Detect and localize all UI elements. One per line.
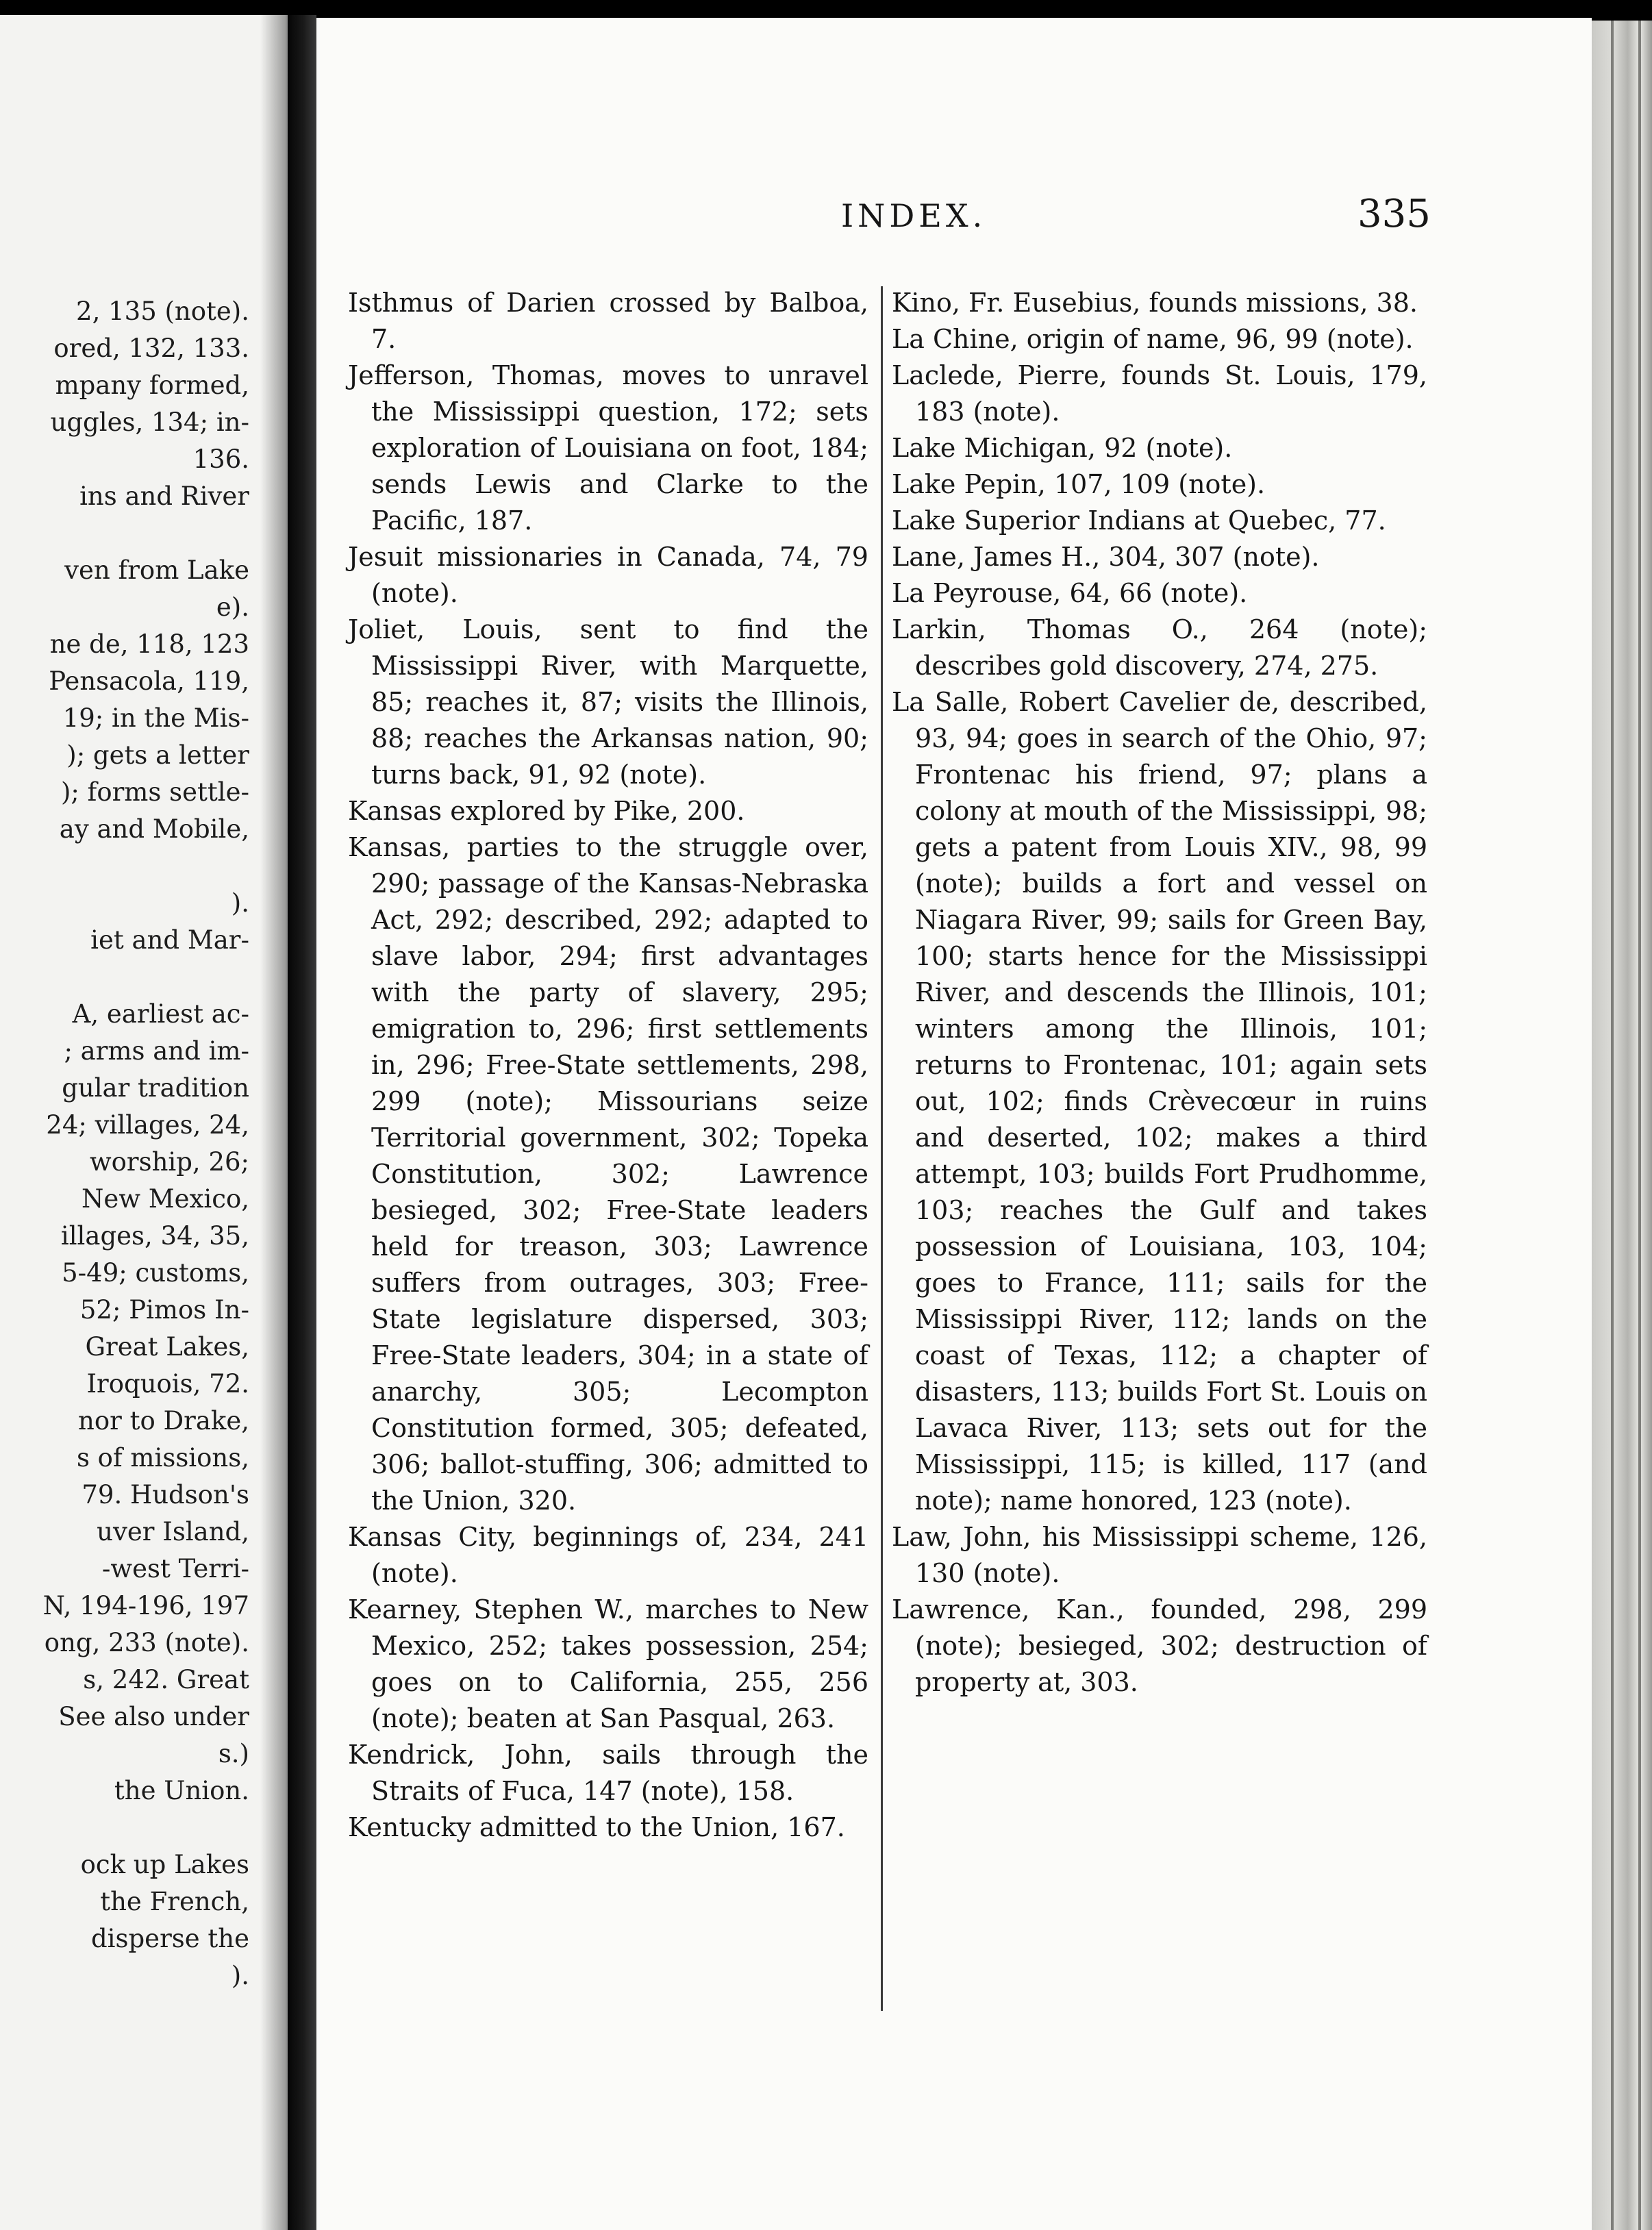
- previous-page-line: e).: [216, 592, 249, 622]
- previous-page-line: ).: [231, 1961, 249, 1990]
- previous-page-line: mpany formed,: [55, 371, 249, 400]
- running-head: INDEX.: [841, 197, 987, 234]
- index-column-right: [892, 285, 1427, 1701]
- previous-page-line: ay and Mobile,: [59, 814, 249, 844]
- previous-page-line: ).: [231, 888, 249, 918]
- previous-page-line: uver Island,: [97, 1517, 249, 1546]
- previous-page-line: s of missions,: [76, 1443, 249, 1473]
- previous-page-line: disperse the: [90, 1924, 249, 1953]
- previous-page-line: s, 242. Great: [83, 1665, 249, 1694]
- previous-page-line: 2, 135 (note).: [76, 297, 249, 326]
- previous-page-line: ored, 132, 133.: [53, 334, 249, 363]
- book-gutter: [288, 15, 316, 2230]
- previous-page-line: s.): [218, 1739, 249, 1768]
- index-entry: Kearney, Stephen W., marches to New Mexico, 252; takes possession, 254; goes on to California, 255, 256 (note); beaten at San Pasqual, 263.: [348, 1594, 868, 1733]
- index-entry: Isthmus of Darien crossed by Balboa, 7.: [348, 288, 868, 354]
- index-entry: La Peyrouse, 64, 66 (note).: [892, 578, 1248, 608]
- previous-page-line: [43, 515, 249, 552]
- previous-page-line: 79. Hudson's: [82, 1480, 249, 1509]
- index-entry: Jefferson, Thomas, moves to unravel the Mississippi question, 172; sets exploration of Louisiana on foot, 184; sends Lewis and Clarke to the Pacific, 187.: [348, 360, 868, 536]
- previous-page-line: ne de, 118, 123: [49, 629, 249, 659]
- binding-shadow: [260, 15, 288, 2230]
- index-entry: Lake Superior Indians at Quebec, 77.: [892, 505, 1386, 536]
- previous-page-line: Pensacola, 119,: [49, 666, 249, 696]
- page-edge-line: [1611, 21, 1614, 2230]
- previous-page-line: nor to Drake,: [78, 1406, 249, 1436]
- index-entry: Larkin, Thomas O., 264 (note); describes gold discovery, 274, 275.: [892, 614, 1427, 681]
- previous-page-line: 19; in the Mis-: [62, 703, 249, 733]
- previous-page-line: [43, 959, 249, 996]
- page-number: 335: [1357, 192, 1431, 236]
- previous-page-line: New Mexico,: [82, 1184, 249, 1214]
- previous-page-fragment: [0, 15, 288, 2230]
- index-entry: Kansas City, beginnings of, 234, 241 (note).: [348, 1522, 868, 1588]
- index-entry: Lake Pepin, 107, 109 (note).: [892, 469, 1266, 499]
- index-entry: Lake Michigan, 92 (note).: [892, 433, 1233, 463]
- previous-page-line: ong, 233 (note).: [44, 1628, 249, 1657]
- previous-page-line: ); gets a letter: [66, 740, 249, 770]
- previous-page-line: iet and Mar-: [90, 925, 249, 955]
- previous-page-line: ; arms and im-: [64, 1036, 249, 1066]
- index-entry: Kansas, parties to the struggle over, 290; passage of the Kansas-Nebraska Act, 292; described, 292; adapted to slave labor, 294; first advantages with the party of slavery, 295; emigration to, 296; first settlements in, 296; Free-State settlements, 298, 299 (note); Missourians seize Territorial government, 302; Topeka Constitution, 302; Lawrence besieged, 302; Free-State leaders held for treason, 303; Lawrence suffers from outrages, 303; Free-State legislature dispersed, 303; Free-State leaders, 304; in a state of anarchy, 305; Lecompton Constitution formed, 305; defeated, 306; ballot-stuffing, 306; admitted to the Union, 320.: [348, 832, 868, 1516]
- index-entry: Kino, Fr. Eusebius, founds missions, 38.: [892, 288, 1418, 318]
- previous-page-line: ven from Lake: [64, 555, 249, 585]
- index-column-left: [348, 285, 868, 1846]
- previous-page-lines: [43, 293, 249, 1994]
- index-entry: La Chine, origin of name, 96, 99 (note).: [892, 324, 1414, 354]
- previous-page-line: ); forms settle-: [60, 777, 249, 807]
- index-entry: Kansas explored by Pike, 200.: [348, 796, 745, 826]
- previous-page-line: 24; villages, 24,: [46, 1110, 249, 1140]
- index-entry: Laclede, Pierre, founds St. Louis, 179, 183 (note).: [892, 360, 1427, 427]
- previous-page-line: Great Lakes,: [85, 1332, 249, 1362]
- previous-page-line: 52; Pimos In-: [79, 1295, 249, 1325]
- previous-page-line: ock up Lakes: [80, 1850, 249, 1879]
- previous-page-line: 136.: [192, 444, 249, 474]
- previous-page-line: illages, 34, 35,: [60, 1221, 249, 1251]
- index-entry: Jesuit missionaries in Canada, 74, 79 (note).: [348, 542, 868, 608]
- previous-page-line: gular tradition: [62, 1073, 249, 1103]
- page-edge-line: [1638, 21, 1641, 2230]
- index-entry: Lane, James H., 304, 307 (note).: [892, 542, 1320, 572]
- previous-page-line: 5-49; customs,: [62, 1258, 249, 1288]
- previous-page-line: the Union.: [114, 1776, 249, 1805]
- previous-page-line: [43, 1809, 249, 1846]
- page-edges: [1592, 21, 1652, 2230]
- previous-page-line: [43, 848, 249, 885]
- index-entry: Kendrick, John, sails through the Straits of Fuca, 147 (note), 158.: [348, 1740, 868, 1806]
- previous-page-line: -west Terri-: [101, 1554, 249, 1583]
- previous-page-line: A, earliest ac-: [72, 999, 249, 1029]
- previous-page-line: Iroquois, 72.: [86, 1369, 249, 1399]
- previous-page-line: the French,: [100, 1887, 249, 1916]
- previous-page-line: ins and River: [79, 481, 249, 511]
- index-entry: La Salle, Robert Cavelier de, described, 93, 94; goes in search of the Ohio, 97; Frontenac his friend, 97; plans a colony at mouth of the Mississippi, 98; gets a patent from Louis XIV., 98, 99 (note); builds a fort and vessel on Niagara River, 99; sails for Green Bay, 100; starts hence for the Mississippi River, and descends the Illinois, 101; winters among the Illinois, 101; returns to Frontenac, 101; again sets out, 102; finds Crèvecœur in ruins and deserted, 102; makes a third attempt, 103; builds Fort Prudhomme, 103; reaches the Gulf and takes possession of Louisiana, 103, 104; goes to France, 111; sails for the Mississippi River, 112; lands on the coast of Texas, 112; a chapter of disasters, 113; builds Fort St. Louis on Lavaca River, 113; sets out for the Mississippi, 115; is killed, 117 (and note); name honored, 123 (note).: [892, 687, 1427, 1516]
- previous-page-line: uggles, 134; in-: [50, 408, 249, 437]
- index-entry: Kentucky admitted to the Union, 167.: [348, 1812, 845, 1842]
- column-divider: [881, 286, 883, 2011]
- previous-page-line: worship, 26;: [89, 1147, 249, 1177]
- index-entry: Joliet, Louis, sent to find the Mississippi River, with Marquette, 85; reaches it, 87; visits the Illinois, 88; reaches the Arkansas nation, 90; turns back, 91, 92 (note).: [348, 614, 868, 790]
- previous-page-line: N, 194-196, 197: [42, 1591, 249, 1620]
- index-entry: Law, John, his Mississippi scheme, 126, 130 (note).: [892, 1522, 1427, 1588]
- index-entry: Lawrence, Kan., founded, 298, 299 (note); besieged, 302; destruction of property at, 303.: [892, 1594, 1427, 1697]
- previous-page-line: See also under: [58, 1702, 249, 1731]
